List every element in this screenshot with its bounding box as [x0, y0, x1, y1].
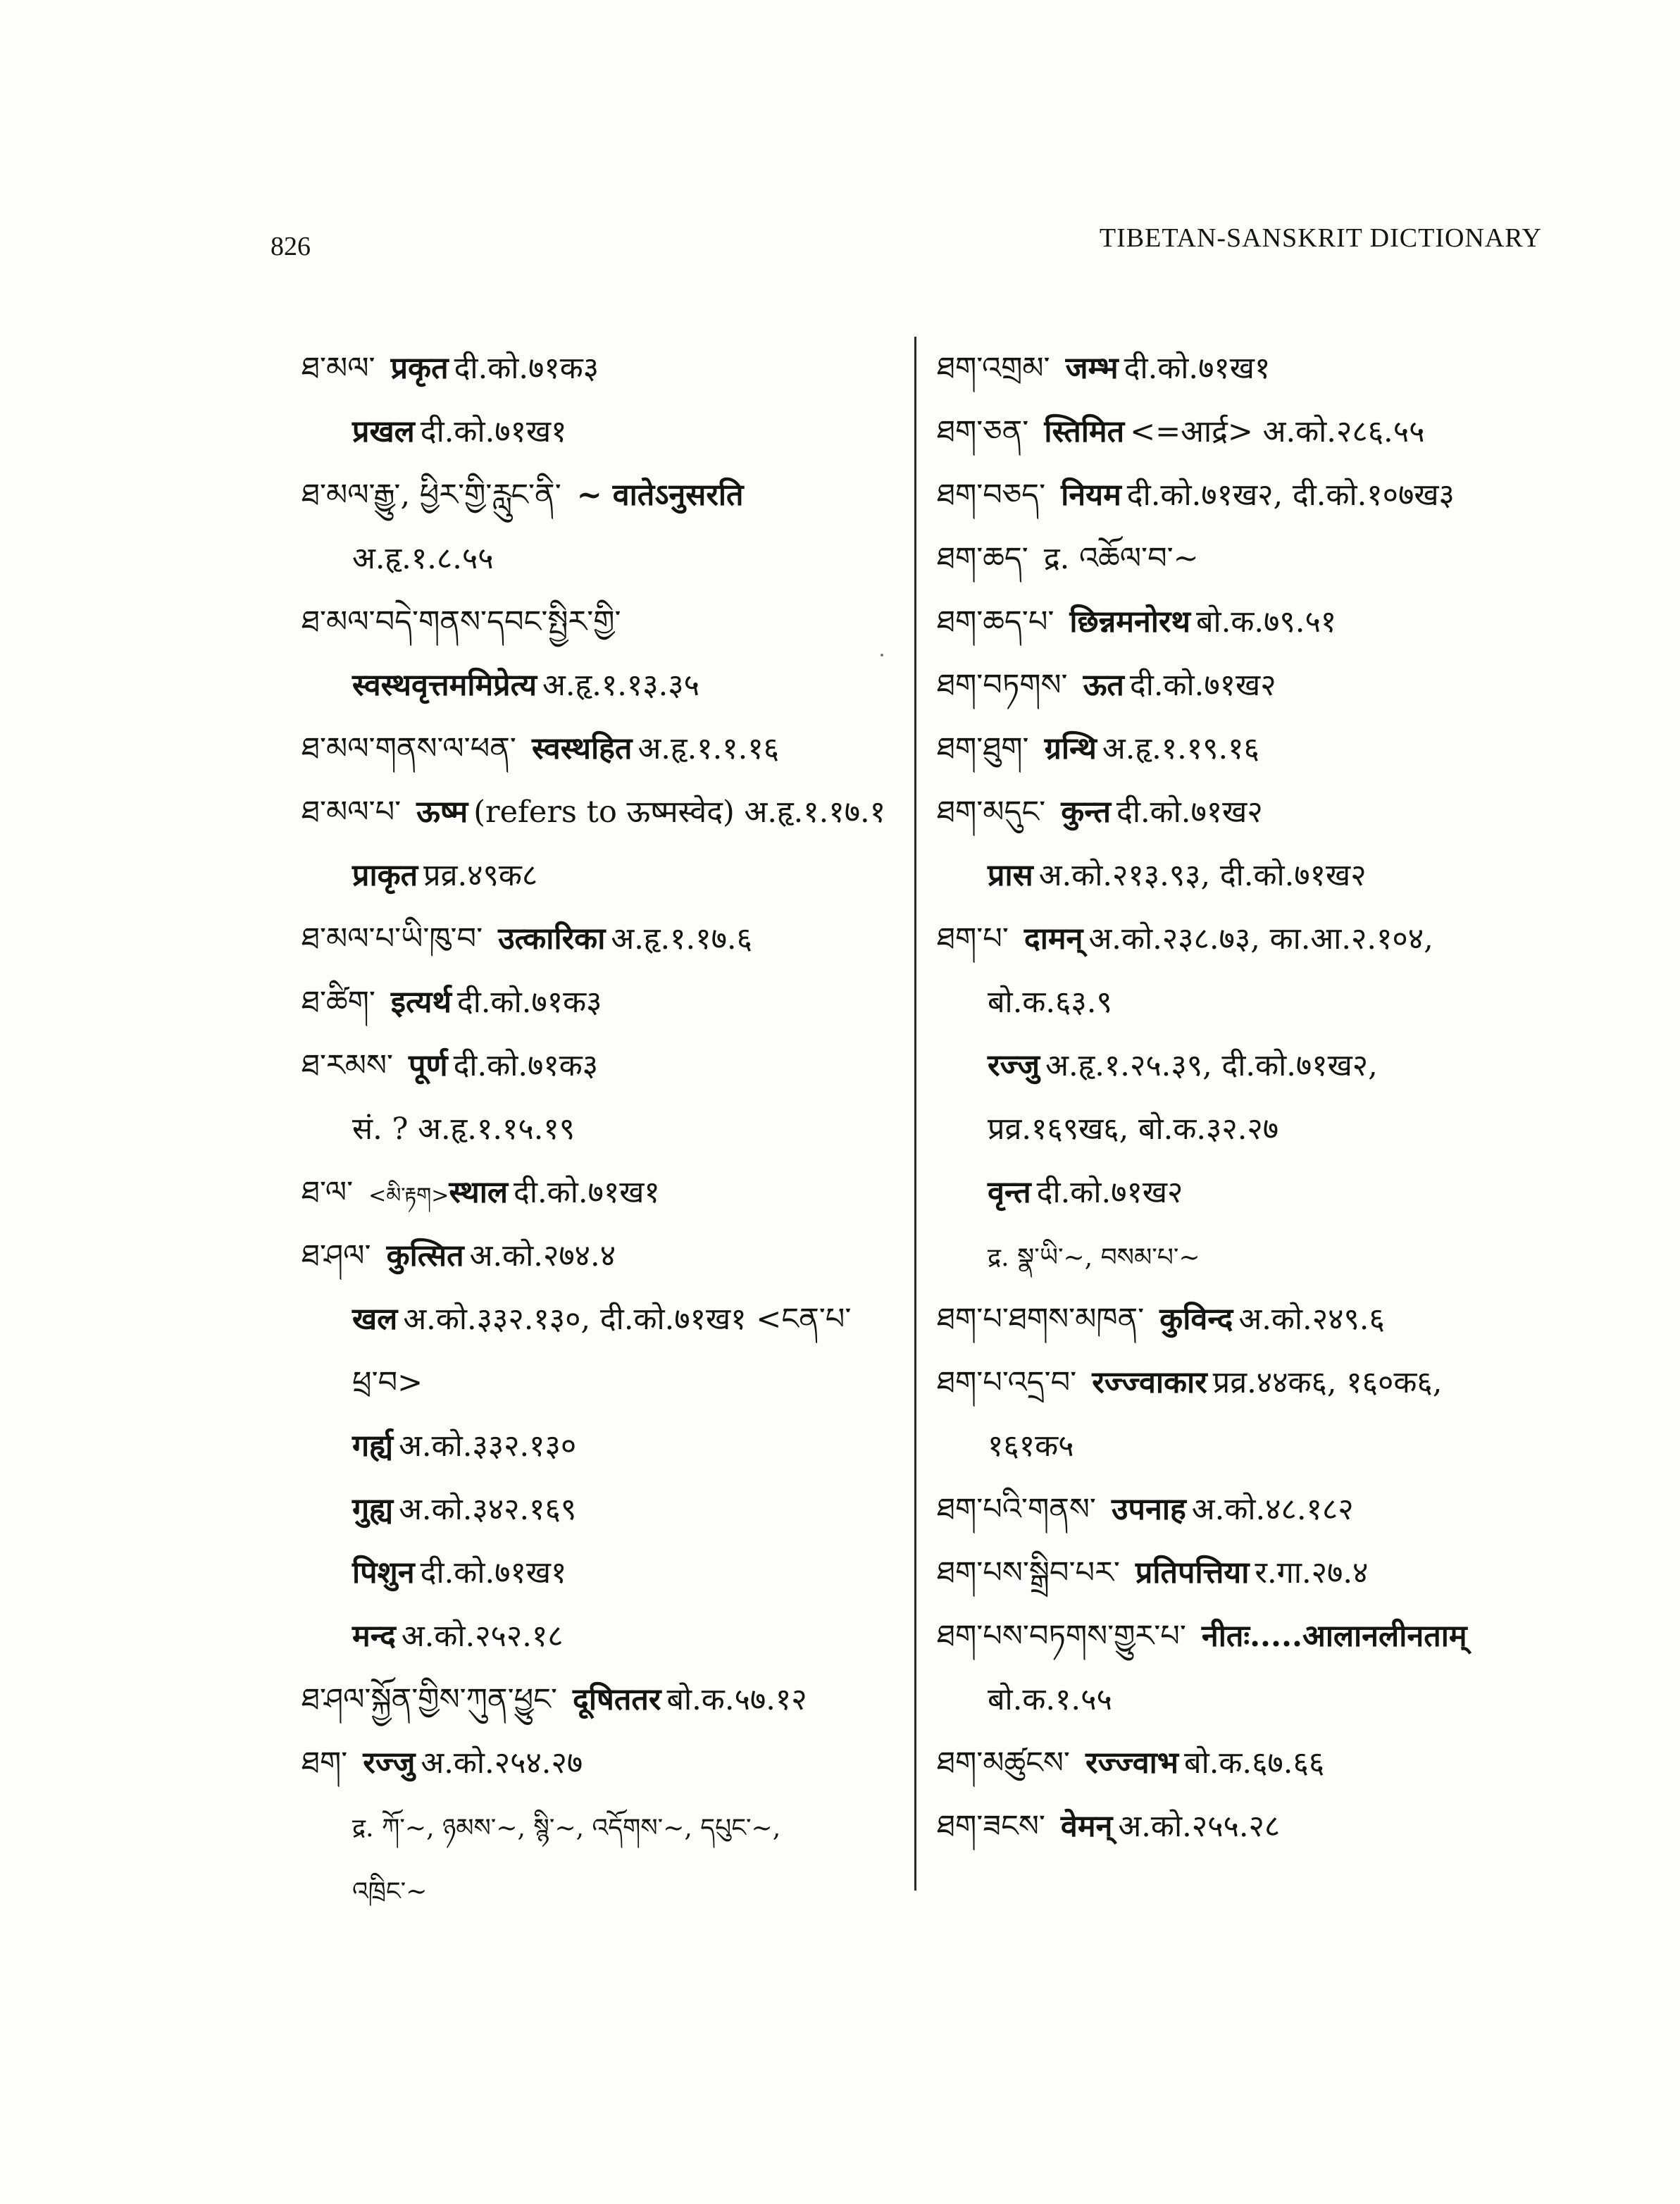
tibetan-headword: ཐག་ཅན་: [937, 414, 1029, 449]
tibetan-headword: ཐ་མལ་པ་: [301, 795, 402, 830]
source-reference: र.गा.२७.४: [1255, 1555, 1369, 1590]
sanskrit-equivalent: रज्ज्वाभ: [1085, 1745, 1179, 1781]
tibetan-headword: ཐ་ཚིག་: [301, 985, 375, 1020]
entry-continuation: [301, 1605, 900, 1668]
dictionary-entry: [301, 971, 900, 1034]
sanskrit-equivalent: प्रतिपत्तिया: [1135, 1555, 1250, 1590]
source-reference: अ.को.२५५.२८: [1118, 1809, 1281, 1844]
tibetan-headword: ཐག་པས་སྒྲིབ་པར་: [937, 1555, 1120, 1590]
left-column: [301, 337, 900, 1922]
dictionary-entry: [937, 1731, 1571, 1795]
source-reference: १६१क५: [988, 1428, 1074, 1464]
sanskrit-equivalent: रज्जु: [988, 1048, 1040, 1083]
source-reference: अ.को.२४९.६: [1238, 1302, 1385, 1337]
sanskrit-equivalent: दूषिततर: [573, 1682, 661, 1717]
sanskrit-equivalent: उत्कारिका: [498, 921, 606, 957]
source-reference: अ.हृ.१.१९.१६: [1102, 731, 1259, 766]
source-reference: दी.को.७१ख१: [514, 1175, 660, 1210]
dictionary-entry: [937, 590, 1571, 654]
dictionary-entry: [301, 337, 900, 400]
dictionary-entry: [301, 1224, 900, 1288]
tibetan-headword: ཐག་: [301, 1745, 348, 1781]
source-reference: दी.को.७१ख२: [1129, 668, 1276, 703]
tibetan-headword: ཐ་མལ་པ་ཡི་ཁུ་བ་: [301, 921, 483, 957]
entry-continuation: [937, 1668, 1571, 1731]
tibetan-headword: ཐག་བཅད་: [937, 478, 1046, 513]
sanskrit-equivalent: गर्ह्य: [352, 1428, 394, 1464]
dictionary-entry: [301, 1668, 900, 1731]
sanskrit-equivalent: दामन्: [1023, 921, 1083, 957]
sanskrit-equivalent: स्वस्थहित: [531, 731, 633, 766]
source-reference: दी.को.७१ख१: [420, 1555, 567, 1590]
source-reference: दी.को.७१ख२, दी.को.१०७ख३: [1126, 478, 1455, 513]
source-reference: द्र. འཆོལ་བ་~: [1043, 541, 1199, 576]
source-reference: दी.को.७१ख२: [1116, 795, 1263, 830]
sanskrit-equivalent: प्रखल: [352, 414, 415, 449]
sanskrit-equivalent: जम्भ: [1065, 351, 1119, 386]
tibetan-headword: ཐག་པས་བཏགས་གྱུར་པ་: [937, 1619, 1186, 1654]
entry-continuation: [301, 1541, 900, 1605]
sanskrit-equivalent: पिशुन: [352, 1555, 415, 1590]
sanskrit-equivalent: रज्ज्वाकार: [1092, 1365, 1207, 1400]
source-reference: दी.को.७१क३: [453, 1048, 599, 1083]
entry-continuation: [301, 400, 900, 463]
source-reference: (refers to ऊष्मस्वेद) अ.हृ.१.१७.१: [473, 795, 886, 830]
tibetan-note: <མི་རྟག>: [368, 1183, 449, 1208]
source-reference: अ.को.३४२.१६९: [399, 1492, 577, 1527]
sanskrit-equivalent: ऊष्म: [416, 795, 468, 830]
entry-continuation: [301, 654, 900, 717]
dictionary-entry: [301, 1034, 900, 1097]
source-reference: दी.को.७१ख१: [1124, 351, 1271, 386]
entry-continuation: [937, 1414, 1571, 1478]
tibetan-headword: ཐག་ཆད་: [937, 541, 1028, 576]
sanskrit-equivalent: स्वस्थवृत्तममिप्रेत्य: [352, 668, 537, 703]
source-reference: दी.को.७१क३: [454, 351, 599, 386]
dictionary-entry: [301, 1731, 900, 1795]
tibetan-headword: ཐག་མདུང་: [937, 795, 1046, 830]
entry-continuation: [937, 844, 1571, 907]
sanskrit-equivalent: नीतः.....आलानलीनताम्: [1201, 1619, 1467, 1654]
tibetan-headword: ཐ་མལ་: [301, 351, 375, 386]
entry-continuation: [301, 1478, 900, 1541]
tibetan-headword: ཐ་མལ་རྒྱུ་, ཕྱིར་གྱི་རླུང་ནི་: [301, 478, 561, 513]
entry-continuation: [937, 1097, 1571, 1161]
entry-continuation: [301, 1414, 900, 1478]
cross-reference: [301, 1858, 900, 1922]
dictionary-entry: [301, 717, 900, 780]
source-reference: द्र. སྣ་ཡི་~, བསམ་པ་~: [988, 1243, 1200, 1272]
sanskrit-equivalent: रज्जु: [363, 1745, 416, 1781]
source-reference: अ.हृ.१.१३.३५: [542, 668, 700, 703]
source-reference: दी.को.७१क३: [456, 985, 602, 1020]
dictionary-entry: [301, 590, 900, 654]
sanskrit-equivalent: कुविन्द: [1159, 1302, 1233, 1337]
source-reference: बो.क.७९.५१: [1196, 604, 1337, 640]
entry-continuation: [937, 1161, 1571, 1224]
right-column: [937, 337, 1571, 1858]
sanskrit-equivalent: स्थाल: [449, 1175, 509, 1210]
source-reference: अ.को.२५२.१८: [401, 1619, 564, 1654]
source-reference: अ.को.२१३.९३, दी.को.७१ख२: [1038, 858, 1367, 893]
book-title: TIBETAN-SANSKRIT DICTIONARY: [1099, 223, 1542, 253]
tibetan-headword: ཐག་མཚུངས་: [937, 1745, 1070, 1781]
dictionary-entry: [937, 1795, 1571, 1858]
source-reference: अ.हृ.१.१७.६: [611, 921, 752, 957]
source-reference: दी.को.७१ख२: [1036, 1175, 1183, 1210]
tibetan-headword: ཐ་རམས་: [301, 1048, 394, 1083]
tibetan-headword: ཐག་པའི་གནས་: [937, 1492, 1096, 1527]
sanskrit-equivalent: वेमन्: [1060, 1809, 1113, 1844]
cross-reference: [937, 1224, 1571, 1288]
source-reference: अ.को.४८.१८२: [1191, 1492, 1354, 1527]
dictionary-entry: [937, 907, 1571, 971]
dictionary-entry: [301, 780, 900, 844]
source-reference: अ.को.३३२.१३०, दी.को.७१ख१ <ངན་པ་: [403, 1302, 852, 1337]
running-head: [270, 223, 1542, 265]
tibetan-headword: ཐག་བཏགས་: [937, 668, 1068, 703]
dictionary-entry: [301, 463, 900, 527]
source-reference: ཕྲ་བ>: [352, 1365, 423, 1400]
entry-continuation: [937, 971, 1571, 1034]
sanskrit-equivalent: ~ वातेऽनुसरति: [576, 478, 744, 513]
source-reference: दी.को.७१ख१: [420, 414, 567, 449]
source-reference: बो.क.१.५५: [988, 1682, 1112, 1717]
source-reference: अ.हृ.१.२५.३९, दी.को.७१ख२,: [1045, 1048, 1378, 1083]
tibetan-headword: ཐག་ཐུག་: [937, 731, 1029, 766]
source-reference: <=आर्द्र> अ.को.२८६.५५: [1130, 414, 1425, 449]
dictionary-entry: [937, 527, 1571, 590]
dictionary-entry: [937, 1605, 1571, 1668]
tibetan-headword: ཐག་ཆད་པ་: [937, 604, 1054, 640]
tibetan-headword: ཐག་པ་ཐགས་མཁན་: [937, 1302, 1145, 1337]
source-reference: अ.हृ.१.१.१६: [637, 731, 780, 766]
source-reference: प्रव्र.४४क६, १६०क६,: [1212, 1365, 1443, 1400]
sanskrit-equivalent: प्रास: [988, 858, 1033, 893]
dictionary-entry: [937, 463, 1571, 527]
sanskrit-equivalent: स्तिमित: [1044, 414, 1125, 449]
sanskrit-equivalent: कुन्त: [1061, 795, 1111, 830]
dictionary-entry: [937, 1478, 1571, 1541]
tibetan-headword: ཐག་འགྲམ་: [937, 351, 1050, 386]
sanskrit-equivalent: खल: [352, 1302, 398, 1337]
source-reference: अ.को.२७४.४: [469, 1238, 616, 1274]
entry-continuation: [301, 1351, 900, 1414]
sanskrit-equivalent: प्रकृत: [390, 351, 449, 386]
dictionary-entry: [937, 1541, 1571, 1605]
dictionary-entry: [937, 780, 1571, 844]
tibetan-headword: ཐ་ཤལ་: [301, 1238, 371, 1274]
sanskrit-equivalent: छिन्नमनोरथ: [1069, 604, 1190, 640]
tibetan-headword: ཐག་པ་: [937, 921, 1009, 957]
entry-continuation: [301, 1288, 900, 1351]
source-reference: द्र. ཀོ་~, ཉམས་~, སྙི་~, འདོགས་~, དཔུང་~,: [352, 1814, 781, 1843]
source-reference: प्रव्र.१६९ख६, बो.क.३२.२७: [988, 1112, 1279, 1147]
sanskrit-equivalent: ऊत: [1083, 668, 1124, 703]
entry-continuation: [937, 1034, 1571, 1097]
source-reference: बो.क.६७.६६: [1184, 1745, 1325, 1781]
sanskrit-equivalent: पूर्ण: [409, 1048, 448, 1083]
sanskrit-equivalent: मन्द: [352, 1619, 396, 1654]
dictionary-entry: [937, 337, 1571, 400]
sanskrit-equivalent: वृन्त: [988, 1175, 1031, 1210]
tibetan-headword: ཐ་ཤལ་སྐྱོན་གྱིས་ཀུན་ཕྱུང་: [301, 1682, 558, 1717]
dictionary-entry: [937, 400, 1571, 463]
dictionary-entry: [937, 654, 1571, 717]
source-reference: अ.हृ.१.८.५५: [352, 541, 494, 576]
sanskrit-equivalent: कुत्सित: [386, 1238, 464, 1274]
source-reference: बो.क.६३.९: [988, 985, 1112, 1020]
source-reference: अ.को.२३८.७३, का.आ.२.१०४,: [1088, 921, 1433, 957]
tibetan-headword: ཐ་མལ་བདེ་གནས་དབང་སྤྱིར་གྱི་: [301, 604, 621, 640]
tibetan-headword: ཐག་པ་འདྲ་བ་: [937, 1365, 1077, 1400]
source-reference: अ.को.२५४.२७: [421, 1745, 583, 1781]
speck-mark: [881, 654, 883, 656]
cross-reference: [301, 1795, 900, 1858]
dictionary-entry: [937, 1351, 1571, 1414]
tibetan-headword: ཐག་ཟངས་: [937, 1809, 1045, 1844]
sanskrit-equivalent: गुह्य: [352, 1492, 394, 1527]
dictionary-entry: [937, 717, 1571, 780]
sanskrit-equivalent: ग्रन्थि: [1044, 731, 1097, 766]
source-reference: प्रव्र.४९क८: [423, 858, 538, 893]
source-reference: अ.को.३३२.१३०: [399, 1428, 577, 1464]
source-reference: सं. ? अ.हृ.१.१५.१९: [352, 1112, 575, 1147]
source-reference: बो.क.५७.१२: [666, 1682, 807, 1717]
sanskrit-equivalent: नियम: [1061, 478, 1121, 513]
entry-continuation: [301, 1097, 900, 1161]
sanskrit-equivalent: उपनाह: [1111, 1492, 1186, 1527]
source-reference: འཁྲིང་~: [352, 1877, 428, 1906]
dictionary-entry: [301, 1161, 900, 1224]
page-number: 826: [270, 232, 311, 261]
entry-continuation: [301, 527, 900, 590]
entry-continuation: [301, 844, 900, 907]
dictionary-entry: [937, 1288, 1571, 1351]
sanskrit-equivalent: प्राकृत: [352, 858, 418, 893]
sanskrit-equivalent: इत्यर्थ: [390, 985, 452, 1020]
column-divider: [914, 337, 916, 1891]
tibetan-headword: ཐ་མལ་གནས་ལ་ཕན་: [301, 731, 516, 766]
dictionary-entry: [301, 907, 900, 971]
tibetan-headword: ཐ་ལ་: [301, 1175, 354, 1210]
